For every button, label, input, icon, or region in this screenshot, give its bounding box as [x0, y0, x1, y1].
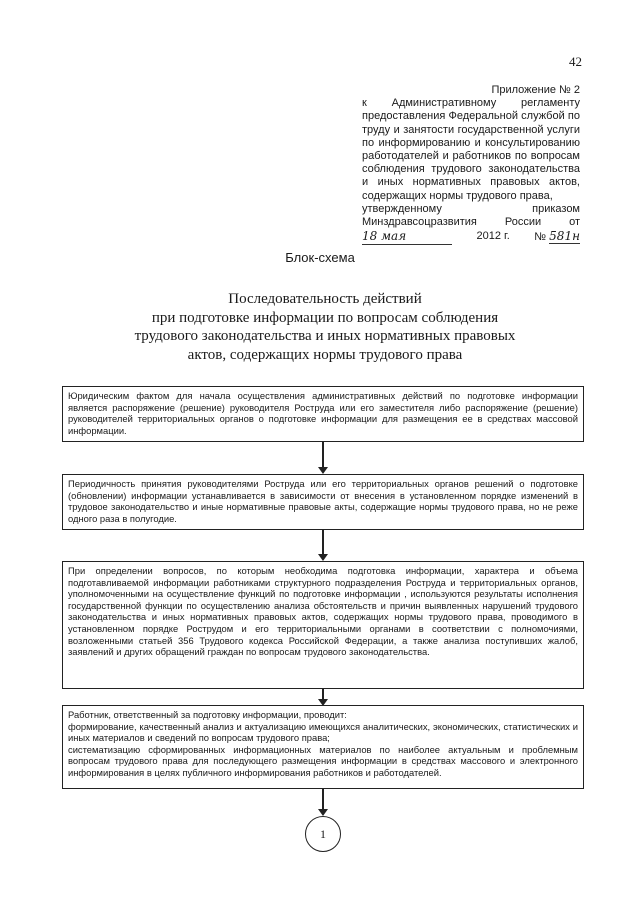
appendix-line: к Административному регламенту [362, 97, 580, 110]
flowchart-step-2 [62, 474, 584, 530]
page-number: 42 [569, 54, 582, 69]
appendix-line: утвержденному приказом [362, 202, 580, 215]
document-heading [90, 290, 560, 364]
heading-line: при подготовке информации по вопросам соблюдения [151, 309, 499, 326]
flow-arrow [322, 442, 324, 468]
appendix-line: работодателей и работников по вопросам [362, 150, 580, 163]
appendix-line: и иных нормативных правовых актов, [362, 176, 580, 189]
step-intro: Работник, ответственный за подготовку информации, проводит: [68, 709, 347, 720]
flow-arrow [322, 789, 324, 810]
step-text: Юридическим фактом для начала осуществления административных действий по подготовке информации является распоряжение (решение) руководителя Роструда или его заместителя либо распоряжение (решение) руководителей территориальных органов о подготовке информации для размещения ее в средствах массовой информации. [68, 390, 578, 436]
flow-arrow [322, 689, 324, 700]
order-date-row [362, 230, 580, 245]
appendix-line: Минздравсоцразвития России от [362, 216, 580, 229]
step-text: При определении вопросов, по которым необходима подготовка информации, характера и объема подготавливаемой информации работниками структурного подразделения Роструда и территориальных органов, уполномоченными на осуществление функций по подготовке информации , используются результаты исполнения государственной функции по осуществлению анализа обстоятельств и причин выявленных нарушений трудового законодательства и иных нормативных правовых актов, содержащих нормы трудового права, проводимого в установленном порядке Рострудом и его территориальными органами в соответствии с полномочиями, возложенными статьей 356 Трудового кодекса Российской Федерации, а также анализа поступивших жалоб, заявлений и других обращений граждан по вопросам трудового законодательства. [68, 565, 578, 658]
heading-line: трудового законодательства и иных нормативных правовых [134, 328, 516, 344]
order-number [534, 230, 580, 245]
step-item: систематизацию сформированных информационных материалов по наиболее актуальным и проблемным вопросам трудового права для последующего размещения информации в средствах массового и электронного информирования в целях публичного информирования работников и работодателей. [68, 743, 578, 778]
appendix-block [362, 84, 580, 245]
heading-line: Последовательность действий [228, 291, 422, 307]
appendix-line: по информированию и консультированию [362, 136, 580, 149]
heading-line: актов, содержащих нормы трудового права [187, 346, 463, 363]
step-item: формирование, качественный анализ и актуализацию имеющихся аналитических, экономических, статистических и иных материалов и сведений по вопросам трудового права; [68, 720, 578, 744]
order-date-handwritten: 18 мая [362, 229, 407, 244]
order-number-handwritten: 581н [549, 229, 580, 244]
order-year: 2012 г. [476, 230, 510, 243]
step-text: Периодичность принятия руководителями Роструда или его территориальных органов решений о подготовке (обновлении) информации устанавливается в зависимости от внесения в установленном порядке изменений в трудовое законодательство и иные нормативные правовые акты, содержащие нормы трудового права, но не реже одного раза в полугодие. [68, 478, 578, 524]
scheme-title: Блок-схема [285, 250, 355, 265]
appendix-title: Приложение № 2 [491, 84, 580, 96]
flowchart-step-1 [62, 386, 584, 442]
flow-arrow [322, 530, 324, 555]
appendix-line: содержащих нормы трудового права, [362, 189, 553, 202]
flowchart-step-3 [62, 561, 584, 689]
appendix-line: предоставления Федеральной службой по [362, 110, 580, 123]
flowchart-step-4 [62, 705, 584, 789]
order-date [362, 230, 452, 245]
appendix-line: труду и занятости государственной услуги [362, 123, 580, 136]
page-connector-circle [305, 816, 341, 852]
appendix-line: соблюдения трудового законодательства [362, 163, 580, 176]
order-number-prefix: № [534, 231, 547, 244]
connector-label: 1 [320, 826, 326, 841]
